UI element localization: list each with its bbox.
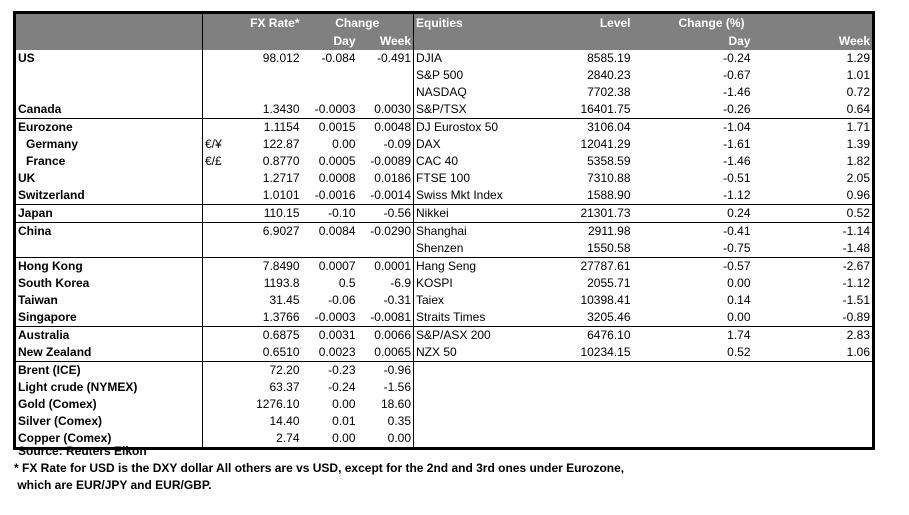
equity-name: Straits Times xyxy=(414,309,561,327)
equity-name: S&P/TSX xyxy=(414,101,561,119)
equity-week-change: 1.29 xyxy=(846,51,870,65)
equity-level: 16401.75 xyxy=(580,102,631,116)
equity-name xyxy=(414,413,561,430)
equity-day-change: -0.57 xyxy=(633,258,753,276)
equity-level xyxy=(561,379,633,396)
row-label: Gold (Comex) xyxy=(18,397,97,411)
equity-name: NASDAQ xyxy=(414,84,561,101)
pair-symbol: €/£ xyxy=(203,153,236,170)
pair-symbol xyxy=(203,205,236,223)
fx-day-change xyxy=(302,67,358,84)
fx-rate: 1.3766 xyxy=(262,310,300,324)
equity-name: DJIA xyxy=(414,50,561,67)
table-row xyxy=(15,50,874,67)
fx-rate: 72.20 xyxy=(236,362,302,380)
table-row xyxy=(15,119,874,137)
equity-name: CAC 40 xyxy=(414,153,561,170)
equity-level: 1550.58 xyxy=(587,241,631,255)
row-label: Canada xyxy=(18,102,62,116)
fx-day-change: 0.00 xyxy=(332,431,356,445)
equity-week-change: 1.71 xyxy=(753,119,874,137)
equity-week-change xyxy=(753,379,874,396)
equity-day-change: -0.75 xyxy=(723,241,751,255)
fx-rate: 7.8490 xyxy=(236,258,302,276)
equity-level: 1588.90 xyxy=(587,188,631,202)
equity-level: 6476.10 xyxy=(561,327,633,345)
pair-symbol xyxy=(203,327,236,345)
fx-day-change: -0.24 xyxy=(328,380,356,394)
pair-symbol xyxy=(203,344,236,362)
table-row xyxy=(15,396,874,413)
fx-week-change: -0.0014 xyxy=(370,188,411,202)
week-header: Week xyxy=(358,32,414,50)
equity-day-change: 0.24 xyxy=(633,205,753,223)
equity-day-change: -1.04 xyxy=(633,119,753,137)
equity-day-change: 1.74 xyxy=(633,327,753,345)
table-row xyxy=(15,292,874,309)
equity-week-change: 0.64 xyxy=(846,102,870,116)
table-row xyxy=(15,187,874,205)
equity-day-change: 0.14 xyxy=(727,293,751,307)
fx-day-change: 0.00 xyxy=(332,397,356,411)
equity-level: 8585.19 xyxy=(587,51,631,65)
fx-week-change: -0.491 xyxy=(376,51,411,65)
equity-day-change: -0.26 xyxy=(723,102,751,116)
equity-day-change: -1.12 xyxy=(723,188,751,202)
pair-symbol xyxy=(203,240,236,258)
equity-name: FTSE 100 xyxy=(414,170,561,187)
footnote-1: * FX Rate for USD is the DXY dollar All others are vs USD, except for the 2nd and 3rd ones under Eurozone, xyxy=(14,461,625,475)
fx-rate: 1.1154 xyxy=(236,119,302,137)
fx-day-change: 0.01 xyxy=(332,414,356,428)
market-table xyxy=(13,11,875,450)
fx-week-change: 18.60 xyxy=(380,397,411,411)
fx-rate-header: FX Rate* xyxy=(236,13,302,33)
fx-day-change: -0.084 xyxy=(321,51,356,65)
equity-week-change: -1.12 xyxy=(842,276,870,290)
equity-name: S&P/ASX 200 xyxy=(414,327,561,345)
equity-week-change xyxy=(753,396,874,413)
row-label: Eurozone xyxy=(15,119,203,137)
row-label: Silver (Comex) xyxy=(18,414,103,428)
row-label: Switzerland xyxy=(18,188,85,202)
fx-week-change: 0.0186 xyxy=(374,171,411,185)
fx-rate: 1.3430 xyxy=(262,102,300,116)
row-label: Copper (Comex) xyxy=(18,431,112,445)
fx-rate: 31.45 xyxy=(269,293,300,307)
equity-day-header: Day xyxy=(633,32,753,50)
fx-week-change: 0.0001 xyxy=(358,258,414,276)
fx-week-change: -6.9 xyxy=(390,276,411,290)
pair-symbol xyxy=(203,413,236,430)
equity-week-change: -1.51 xyxy=(842,293,870,307)
pair-symbol xyxy=(203,119,236,137)
fx-day-change: 0.00 xyxy=(332,137,356,151)
equity-level: 2055.71 xyxy=(587,276,631,290)
equity-name: S&P 500 xyxy=(414,67,561,84)
equity-week-change xyxy=(753,430,874,449)
equity-day-change xyxy=(633,413,753,430)
equity-day-change xyxy=(633,362,753,380)
row-label: China xyxy=(15,223,203,241)
fx-week-change: -0.31 xyxy=(383,293,411,307)
equity-day-change xyxy=(633,430,753,449)
equity-level: 3106.04 xyxy=(561,119,633,137)
fx-rate: 2.74 xyxy=(276,431,300,445)
equity-level: 10398.41 xyxy=(580,293,631,307)
fx-rate: 98.012 xyxy=(262,51,300,65)
equity-level xyxy=(561,430,633,449)
fx-day-change: 0.5 xyxy=(338,276,356,290)
equity-name: Nikkei xyxy=(414,205,561,223)
equity-name xyxy=(414,379,561,396)
fx-rate: 1.0101 xyxy=(262,188,300,202)
fx-week-change: -0.09 xyxy=(383,137,411,151)
fx-day-change xyxy=(302,84,358,101)
fx-day-change: -0.0016 xyxy=(314,188,356,202)
equity-level: 2840.23 xyxy=(587,68,631,82)
equity-week-change: -0.89 xyxy=(842,310,870,324)
equity-level: 5358.59 xyxy=(587,154,631,168)
equity-week-change: -1.14 xyxy=(753,223,874,241)
pair-symbol xyxy=(203,101,236,119)
fx-week-change: -1.56 xyxy=(383,380,411,394)
pair-symbol xyxy=(203,258,236,276)
equity-name: Hang Seng xyxy=(414,258,561,276)
equity-week-change: 2.05 xyxy=(846,171,870,185)
equity-day-change xyxy=(633,379,753,396)
equity-week-change: -1.48 xyxy=(842,241,870,255)
fx-day-change: -0.23 xyxy=(302,362,358,380)
fx-week-change: 0.0048 xyxy=(358,119,414,137)
fx-week-change: 0.35 xyxy=(387,414,411,428)
equity-day-change: -0.24 xyxy=(723,51,751,65)
fx-day-change: -0.06 xyxy=(328,293,356,307)
equity-day-change: -1.61 xyxy=(723,137,751,151)
fx-rate xyxy=(236,67,302,84)
equity-week-change xyxy=(753,362,874,380)
fx-rate: 63.37 xyxy=(269,380,300,394)
equity-week-change: 0.52 xyxy=(753,205,874,223)
fx-week-change: -0.0081 xyxy=(370,310,411,324)
table-row xyxy=(15,362,874,380)
equity-level: 2911.98 xyxy=(561,223,633,241)
equity-name: Swiss Mkt Index xyxy=(414,187,561,205)
equity-week-change xyxy=(753,413,874,430)
pair-symbol xyxy=(203,67,236,84)
pair-symbol xyxy=(203,50,236,67)
fx-rate: 122.87 xyxy=(262,137,300,151)
equity-level: 7310.88 xyxy=(587,171,631,185)
pair-symbol xyxy=(203,84,236,101)
fx-rate xyxy=(236,240,302,258)
fx-rate: 6.9027 xyxy=(236,223,302,241)
equity-name: DAX xyxy=(414,136,561,153)
fx-week-change: -0.56 xyxy=(358,205,414,223)
fx-day-change: 0.0008 xyxy=(318,171,356,185)
table-row xyxy=(15,258,874,276)
table-row xyxy=(15,153,874,170)
equity-level: 7702.38 xyxy=(587,85,631,99)
equity-day-change: 0.52 xyxy=(727,345,751,359)
equity-level xyxy=(561,362,633,380)
equity-name xyxy=(414,430,561,449)
fx-rate: 0.6875 xyxy=(236,327,302,345)
equity-day-change: 0.00 xyxy=(727,276,751,290)
fx-week-change: 0.0066 xyxy=(358,327,414,345)
pair-symbol xyxy=(203,275,236,292)
fx-rate: 110.15 xyxy=(236,205,302,223)
row-label xyxy=(15,67,203,84)
equity-level: 21301.73 xyxy=(561,205,633,223)
equity-week-header: Week xyxy=(753,32,874,50)
equity-name xyxy=(414,362,561,380)
fx-rate: 14.40 xyxy=(269,414,300,428)
table-row xyxy=(15,327,874,345)
row-label: Australia xyxy=(15,327,203,345)
equity-day-change xyxy=(633,396,753,413)
fx-week-change: 0.0030 xyxy=(374,102,411,116)
table-row xyxy=(15,223,874,241)
fx-week-change: -0.0290 xyxy=(358,223,414,241)
equity-day-change: -0.67 xyxy=(723,68,751,82)
pair-symbol xyxy=(203,430,236,449)
fx-day-change: 0.0007 xyxy=(302,258,358,276)
row-label: UK xyxy=(18,171,36,185)
row-label: Brent (ICE) xyxy=(15,362,203,380)
table-row xyxy=(15,136,874,153)
table-row xyxy=(15,309,874,327)
fx-week-change: 0.00 xyxy=(387,431,411,445)
table-row xyxy=(15,240,874,258)
fx-day-change: -0.0003 xyxy=(314,310,356,324)
table-row xyxy=(15,101,874,119)
header-row-1 xyxy=(15,13,874,33)
row-label: Japan xyxy=(15,205,203,223)
pair-symbol xyxy=(203,362,236,380)
equity-week-change: 0.72 xyxy=(846,85,870,99)
equity-name: DJ Eurostox 50 xyxy=(414,119,561,137)
fx-rate: 1.2717 xyxy=(262,171,300,185)
equity-day-change: 0.00 xyxy=(727,310,751,324)
fx-day-change xyxy=(302,240,358,258)
change-header: Change xyxy=(302,13,414,33)
equity-day-change: -0.51 xyxy=(723,171,751,185)
fx-week-change: -0.0089 xyxy=(370,154,411,168)
row-label: New Zealand xyxy=(18,345,92,359)
row-label: Singapore xyxy=(18,310,77,324)
row-label: South Korea xyxy=(18,276,90,290)
equity-week-change: -2.67 xyxy=(753,258,874,276)
fx-day-change: 0.0015 xyxy=(302,119,358,137)
table-row xyxy=(15,205,874,223)
pair-symbol xyxy=(203,170,236,187)
equity-day-change: -0.41 xyxy=(633,223,753,241)
row-label: US xyxy=(18,51,35,65)
fx-week-change xyxy=(358,240,414,258)
row-label: Taiwan xyxy=(18,293,58,307)
row-label: Light crude (NYMEX) xyxy=(18,380,138,394)
fx-day-change: -0.10 xyxy=(302,205,358,223)
fx-week-change xyxy=(358,67,414,84)
fx-week-change: -0.96 xyxy=(358,362,414,380)
equity-level: 12041.29 xyxy=(580,137,631,151)
change-pct-header: Change (%) xyxy=(633,13,753,33)
equity-week-change: 1.39 xyxy=(846,137,870,151)
day-header: Day xyxy=(302,32,358,50)
source-note: Source: Reuters Eikon xyxy=(18,444,147,458)
fx-week-change xyxy=(358,84,414,101)
table-row xyxy=(15,67,874,84)
row-label xyxy=(15,240,203,258)
row-label: Germany xyxy=(26,137,79,151)
fx-rate: 1276.10 xyxy=(256,397,300,411)
row-label: France xyxy=(26,154,66,168)
equity-level: 27787.61 xyxy=(561,258,633,276)
equities-header: Equities xyxy=(414,13,561,33)
equity-week-change: 0.96 xyxy=(846,188,870,202)
fx-rate: 0.8770 xyxy=(262,154,300,168)
pair-symbol xyxy=(203,309,236,327)
equity-name: Shanghai xyxy=(414,223,561,241)
fx-day-change: 0.0084 xyxy=(302,223,358,241)
table-row xyxy=(15,170,874,187)
equity-level: 10234.15 xyxy=(580,345,631,359)
table-row xyxy=(15,84,874,101)
table-row xyxy=(15,275,874,292)
fx-rate: 0.6510 xyxy=(262,345,300,359)
equity-level: 3205.46 xyxy=(587,310,631,324)
table-row xyxy=(15,379,874,396)
equity-week-change: 1.82 xyxy=(846,154,870,168)
header-row-2 xyxy=(15,32,874,50)
equity-day-change: -1.46 xyxy=(723,85,751,99)
equity-week-change: 1.06 xyxy=(846,345,870,359)
equity-name: Taiex xyxy=(414,292,561,309)
pair-symbol: €/¥ xyxy=(203,136,236,153)
pair-symbol xyxy=(203,292,236,309)
pair-symbol xyxy=(203,223,236,241)
equity-level xyxy=(561,413,633,430)
level-header: Level xyxy=(561,13,633,33)
table-row xyxy=(15,344,874,362)
equity-name: Shenzen xyxy=(414,240,561,258)
fx-rate xyxy=(236,84,302,101)
fx-day-change: -0.0003 xyxy=(314,102,356,116)
fx-day-change: 0.0023 xyxy=(318,345,356,359)
equity-day-change: -1.46 xyxy=(723,154,751,168)
footnote-2: which are EUR/JPY and EUR/GBP. xyxy=(14,478,212,492)
equity-week-change: 1.01 xyxy=(846,68,870,82)
equity-name: KOSPI xyxy=(414,275,561,292)
row-label xyxy=(15,84,203,101)
fx-week-change: 0.0065 xyxy=(374,345,411,359)
pair-symbol xyxy=(203,396,236,413)
fx-rate: 1193.8 xyxy=(263,276,300,290)
row-label: Hong Kong xyxy=(15,258,203,276)
equity-name: NZX 50 xyxy=(414,344,561,362)
pair-symbol xyxy=(203,187,236,205)
equity-week-change: 2.83 xyxy=(753,327,874,345)
fx-day-change: 0.0005 xyxy=(318,154,356,168)
table-row xyxy=(15,413,874,430)
equity-level xyxy=(561,396,633,413)
pair-symbol xyxy=(203,379,236,396)
fx-day-change: 0.0031 xyxy=(302,327,358,345)
equity-name xyxy=(414,396,561,413)
